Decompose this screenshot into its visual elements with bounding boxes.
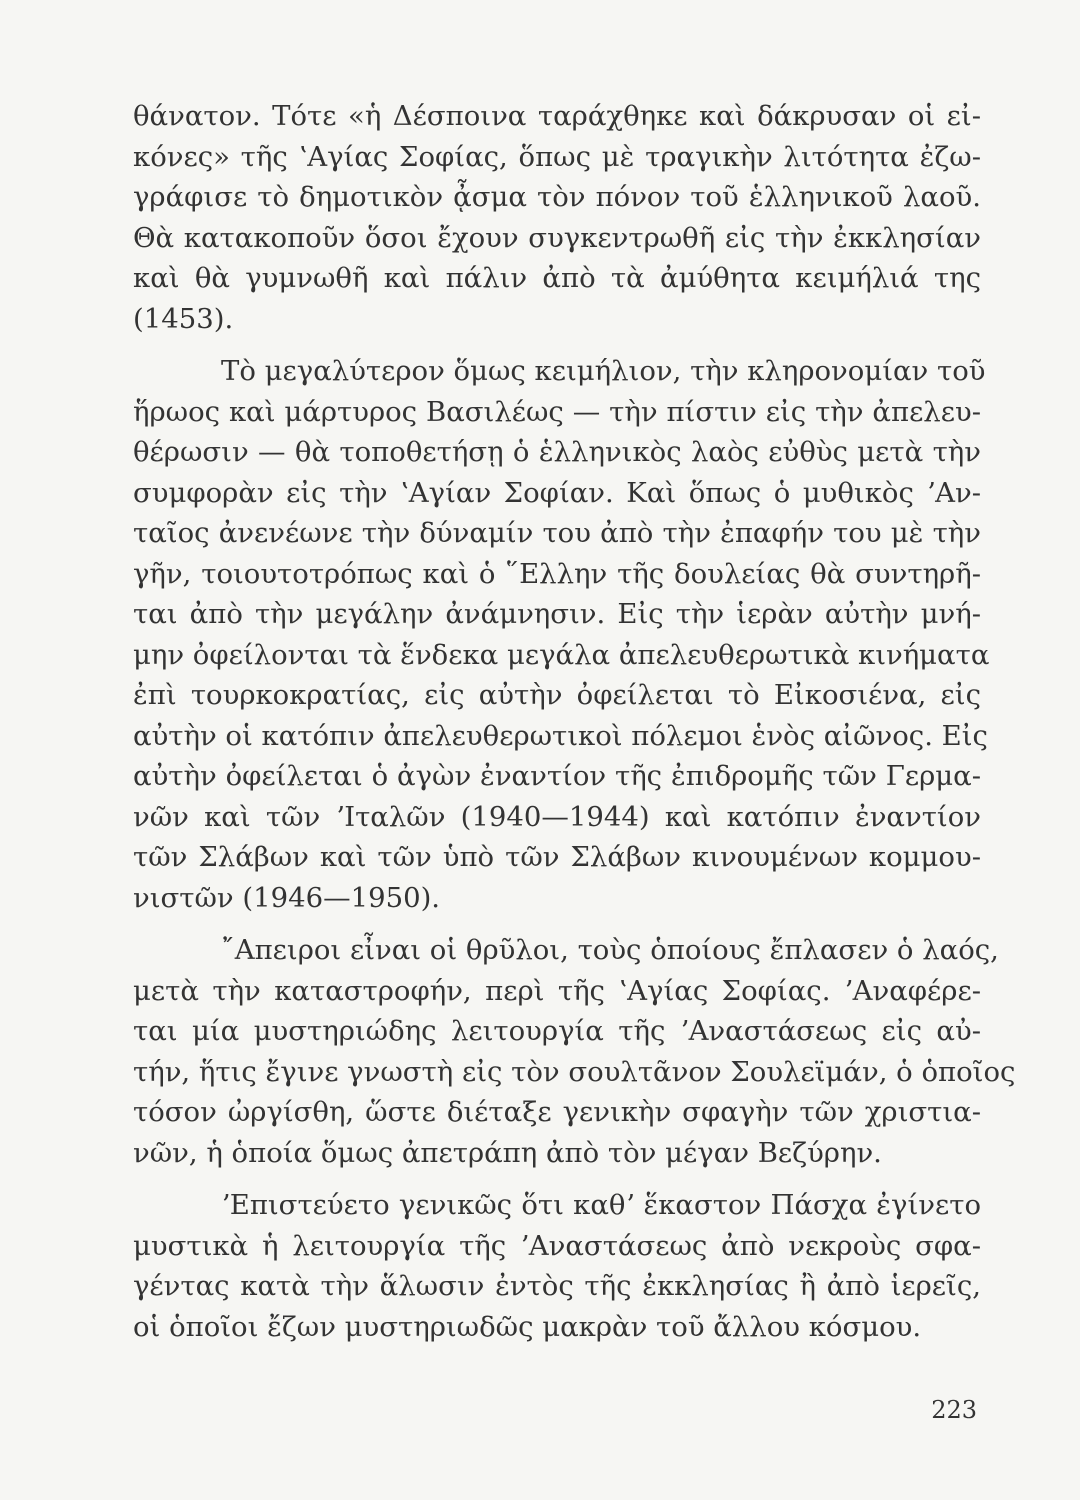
text-line: ἐπὶ τουρκοκρατίας, εἰς αὐτὴν ὀφείλεται τὸ Εἰκοσιένα, εἰς [133,679,981,711]
text-line: μυστικὰ ἡ λειτουργία τῆς ʼΑναστάσεως ἀπὸ νεκροὺς σφα- [133,1229,981,1262]
text-line: νιστῶν (1946—1950). [133,881,441,914]
text-line: καὶ θὰ γυμνωθῆ καὶ πάλιν ἀπὸ τὰ ἀμύθητα κειμήλιά της [133,262,981,294]
text-line: ταῖος ἀνενέωνε τὴν δύναμίν του ἀπὸ τὴν ἐπαφήν του μὲ τὴν [133,517,981,549]
text-line: Θὰ κατακοποῦν ὅσοι ἔχουν συγκεντρωθῆ εἰς τὴν ἐκκλησίαν [133,221,981,254]
page-number: 223 [931,1396,977,1424]
text-line: (1453). [133,302,234,335]
text-line: θάνατον. Τότε «ἡ Δέσποινα ταράχθηκε καὶ δάκρυσαν οἱ εἰ- [133,100,981,132]
paragraph [133,1185,981,1347]
text-line: ται ἀπὸ τὴν μεγάλην ἀνάμνησιν. Εἰς τὴν ἱερὰν αὐτὴν μνή- [133,598,981,630]
text-line: θέρωσιν — θὰ τοποθετήσῃ ὁ ἑλληνικὸς λαὸς εὐθὺς μετὰ τὴν [133,436,981,468]
text-line: γράφισε τὸ δημοτικὸν ᾆσμα τὸν πόνον τοῦ ἑλληνικοῦ λαοῦ. [133,181,981,213]
text-line: νῶν, ἡ ὁποία ὅμως ἀπετράπη ἀπὸ τὸν μέγαν Βεζύρην. [133,1136,882,1169]
text-line: κόνες» τῆς ʽΑγίας Σοφίας, ὅπως μὲ τραγικὴν λιτότητα ἐζω- [133,140,981,173]
text-line: τῶν Σλάβων καὶ τῶν ὑπὸ τῶν Σλάβων κινουμένων κομμου- [133,841,981,873]
paragraph [133,930,1016,1173]
paragraph [133,351,990,918]
text-line: συμφορὰν εἰς τὴν ʽΑγίαν Σοφίαν. Καὶ ὅπως ὁ μυθικὸς ʼΑν- [133,476,981,509]
text-line: αὐτὴν ὀφείλεται ὁ ἀγὼν ἐναντίον τῆς ἐπιδρομῆς τῶν Γερμα- [133,760,981,792]
text-line: τήν, ἥτις ἔγινε γνωστὴ εἰς τὸν σουλτᾶνον Σουλεϊμάν, ὁ ὁποῖος [133,1055,1016,1088]
text-line: μετὰ τὴν καταστροφήν, περὶ τῆς ʽΑγίας Σοφίας. ʼΑναφέρε- [133,974,981,1007]
text-line: Τὸ μεγαλύτερον ὅμως κειμήλιον, τὴν κληρονομίαν τοῦ [221,355,986,387]
text-line: μην ὀφείλονται τὰ ἕνδεκα μεγάλα ἀπελευθερωτικὰ κινήματα [133,638,990,671]
text-line: ῎Απειροι εἶναι οἱ θρῦλοι, τοὺς ὁποίους ἔπλασεν ὁ λαός, [221,934,999,966]
text-line: ʼΕπιστεύετο γενικῶς ὅτι καθʼ ἕκαστον Πάσχα ἐγίνετο [221,1189,981,1221]
text-line: γῆν, τοιουτοτρόπως καὶ ὁ ῞Ελλην τῆς δουλείας θὰ συντηρῆ- [133,557,981,590]
text-line: αὐτὴν οἱ κατόπιν ἀπελευθερωτικοὶ πόλεμοι ἑνὸς αἰῶνος. Εἰς [133,719,988,752]
text-line: ἥρωος καὶ μάρτυρος Βασιλέως — τὴν πίστιν εἰς τὴν ἀπελευ- [133,395,981,428]
text-line: τόσον ὠργίσθη, ὥστε διέταξε γενικὴν σφαγὴν τῶν χριστια- [133,1096,981,1128]
text-line: νῶν καὶ τῶν ʼΙταλῶν (1940—1944) καὶ κατόπιν ἐναντίον [133,800,981,833]
body-text [133,96,1016,1359]
text-line: ται μία μυστηριώδης λειτουργία τῆς ʼΑναστάσεως εἰς αὐ- [133,1015,981,1047]
text-line: γέντας κατὰ τὴν ἅλωσιν ἐντὸς τῆς ἐκκλησίας ἢ ἀπὸ ἱερεῖς, [133,1270,981,1302]
text-line: οἱ ὁποῖοι ἔζων μυστηριωδῶς μακρὰν τοῦ ἄλλου κόσμου. [133,1310,922,1343]
paragraph [133,96,981,339]
